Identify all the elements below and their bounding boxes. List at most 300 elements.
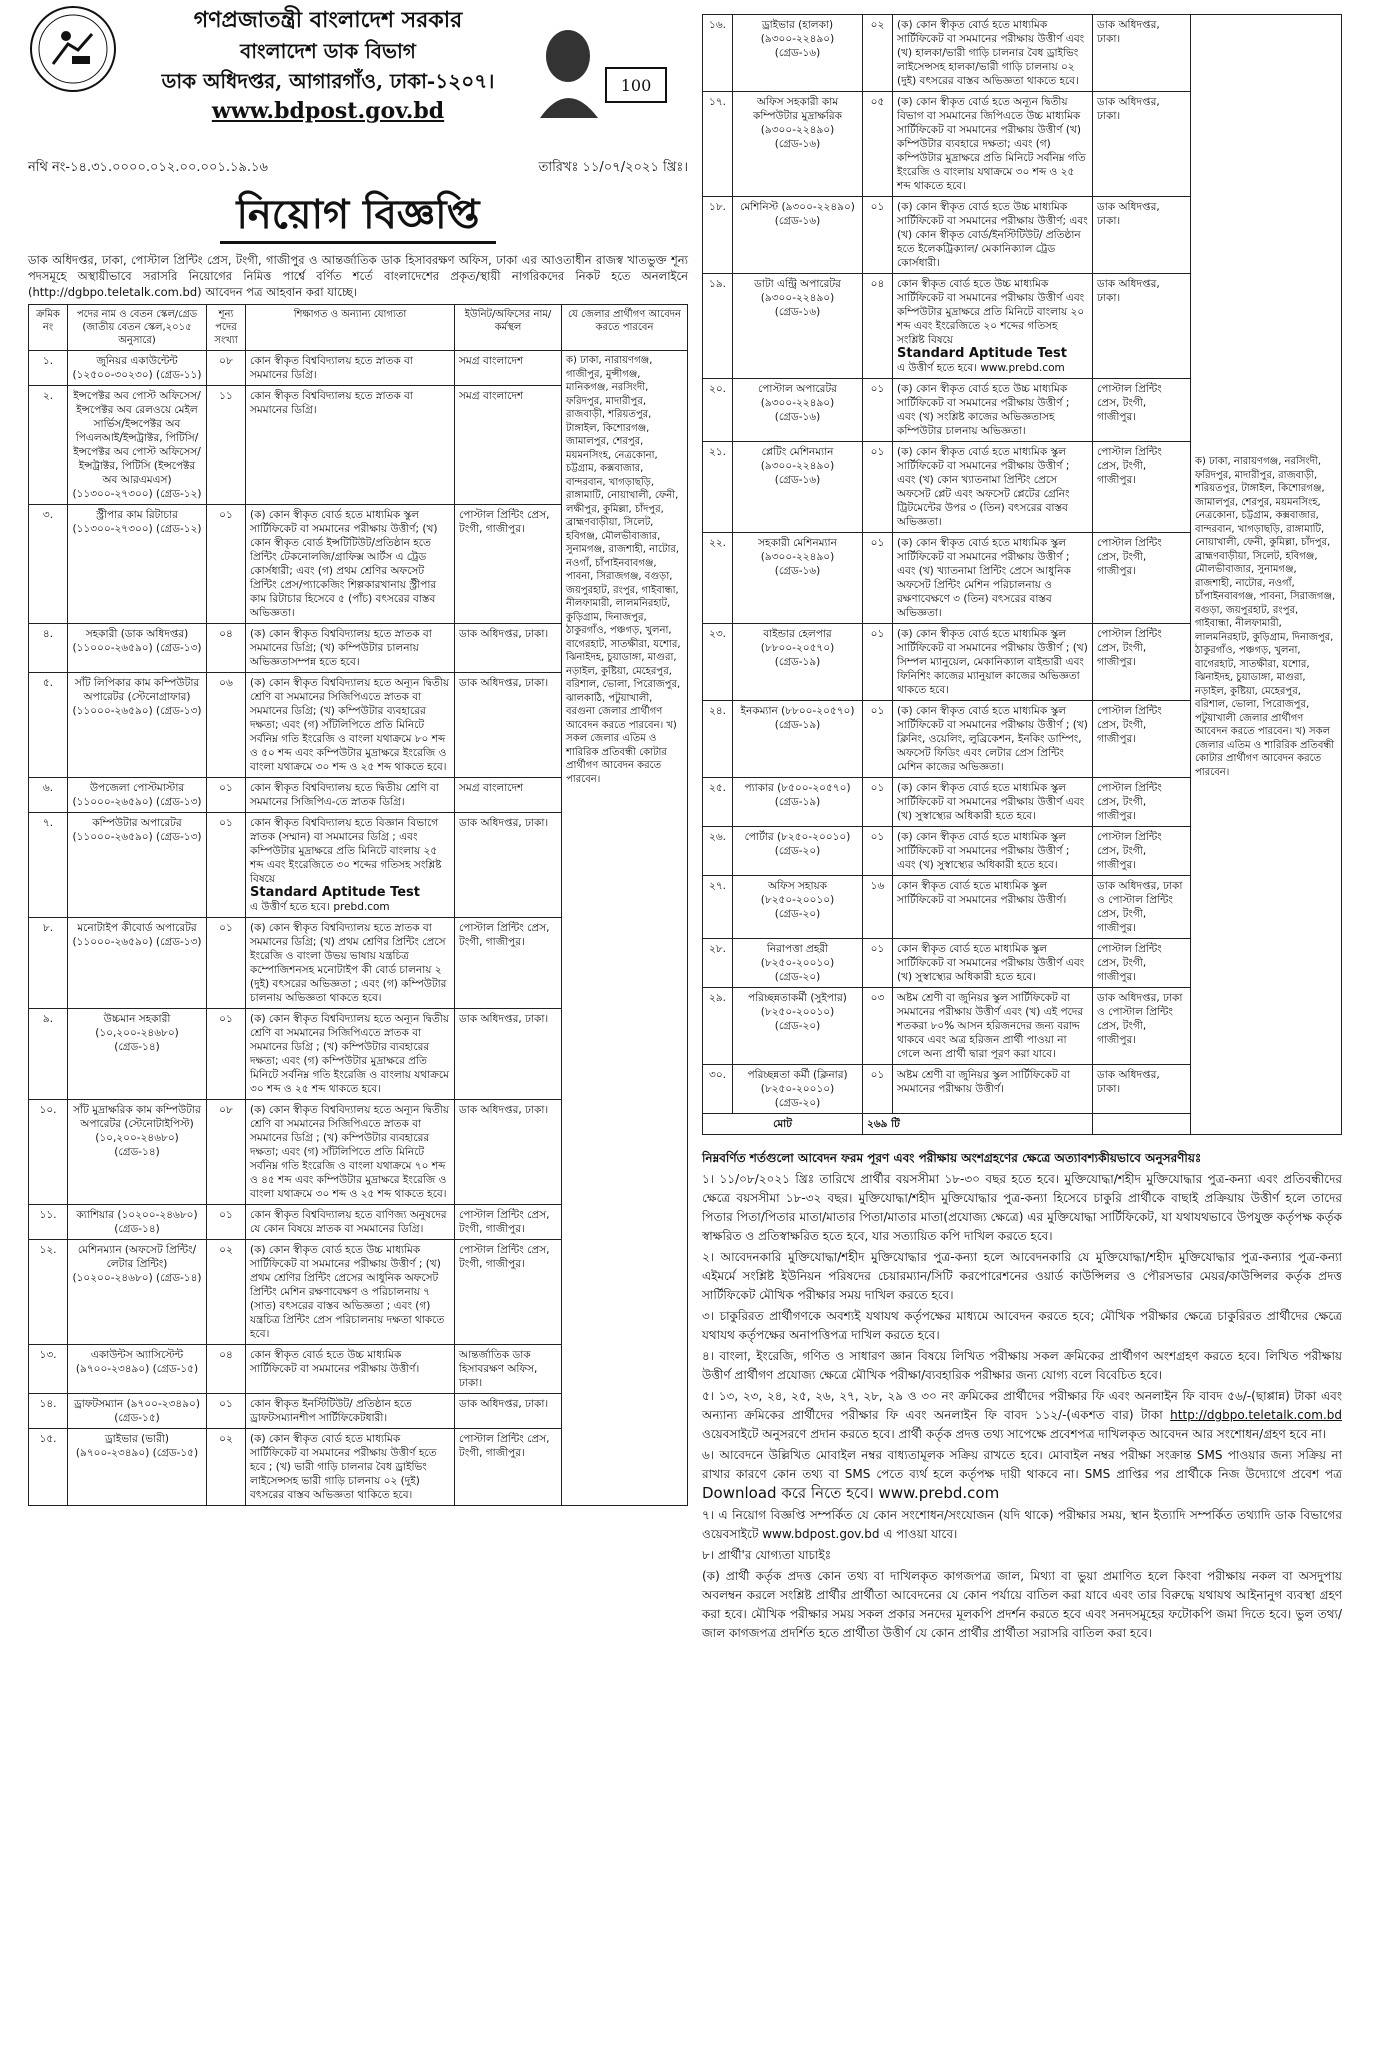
row-qualification bbox=[246, 1394, 455, 1429]
row-qualification bbox=[246, 918, 455, 1009]
row-qualification bbox=[893, 624, 1093, 701]
col-sl: ক্রমিক নং bbox=[29, 305, 68, 351]
row-serial bbox=[703, 15, 733, 92]
row-office bbox=[1093, 533, 1191, 624]
row-office-text: পোস্টাল প্রিন্টিং প্রেস, টংগী, গাজীপুর। bbox=[1097, 705, 1162, 745]
row-post-name-text: সাঁট লিপিকার কাম কম্পিউটার অপারেটর (স্টেনোগ্রাফার) (১১০০০-২৬৫৯০) (গ্রেড-১৩) bbox=[72, 677, 202, 717]
row-office-text: ডাক অধিদপ্তর, ঢাকা। bbox=[459, 817, 549, 829]
row-post-name-text: সহকারী মেশিনম্যান (৯৩০০-২২৪৯০) (গ্রেড-১৬) bbox=[758, 537, 837, 577]
left-column bbox=[28, 0, 688, 1506]
condition-6-text: ৬। আবেদনে উল্লিখিত মোবাইল নম্বর বাধ্যতামূলক সক্রিয় রাখতে হবে। মোবাইল নম্বর পরীক্ষা সংক্রান্ত SMS পাওয়ার জন্য সক্রিয় না রাখার কারণে কোন তথ্য বা SMS পেতে ব্যর্থ হলে কর্তৃপক্ষ দায়ী থাকবে না। SMS প্রাপ্তির পর প্রার্থীকে নিজ উদ্যোগে প্রবেশ পত্র bbox=[702, 1448, 1342, 1481]
table-header-row bbox=[29, 305, 688, 351]
row-post-name bbox=[68, 505, 207, 624]
row-qualification bbox=[246, 1345, 455, 1394]
row-qualification-text: কোন স্বীকৃত বোর্ড হতে উচ্চ মাধ্যমিক সার্টিফিকেট বা সমমানের পরীক্ষায় উত্তীর্ণ এবং কম্পিউটার মুদ্রাক্ষরে প্রতি মিনিটে বাংলায় ২০ শব্দ এবং ইংরেজিতে ২০ শব্দের গতিসহ সংশ্লিষ্ট বিষয়ে bbox=[897, 278, 1085, 346]
row-post-count bbox=[863, 624, 893, 701]
row-post-count-text: ০১ bbox=[870, 831, 885, 843]
row-serial-text: ৯. bbox=[42, 1013, 54, 1025]
row-post-name bbox=[733, 15, 863, 92]
memo-number: নথি নং-১৪.৩১.০০০০.০১২.০০.০০১.১৯.১৬ bbox=[28, 160, 268, 175]
row-post-count-text: ০১ bbox=[219, 1013, 233, 1025]
row-office bbox=[1093, 379, 1191, 442]
row-post-name-text: কম্পিউটার অপারেটর (১১০০০-২৬৫৯০) (গ্রেড-১৩) bbox=[72, 817, 202, 843]
total-value: ২৬৯ টি bbox=[863, 1114, 1093, 1135]
row-post-count-text: ০২ bbox=[870, 19, 885, 31]
row-office bbox=[1093, 92, 1191, 197]
row-serial bbox=[703, 988, 733, 1065]
notice-date: তারিখঃ ১১/০৭/২০২১ খ্রিঃ। bbox=[538, 160, 688, 175]
row-qualification bbox=[246, 505, 455, 624]
condition-2: ২। আবেদনকারি মুক্তিযোদ্ধা/শহীদ মুক্তিযোদ্ধার পুত্র-কন্যা হলে আবেদনকারি যে মুক্তিযোদ্ধা/শহীদ মুক্তিযোদ্ধার পুত্র-কন্যার পুত্র-কন্যা এইমর্মে সংশ্লিষ্ট ইউনিয়ন পরিষদের চেয়ারম্যান/সিটি করপোরেশনের ওয়ার্ড কাউন্সিলর ও পৌরসভার মেয়র/কাউন্সিলর কর্তৃক প্রদত্ত সার্টিফিকেট মৌখিক পরীক্ষার সময় দাখিল করতে হবে। bbox=[702, 1250, 1342, 1302]
row-post-name bbox=[68, 624, 207, 673]
row-post-name-text: ডাটা এন্ট্রি অপারেটর (৯৩০০-২২৪৯০) (গ্রেড-১৬) bbox=[754, 278, 841, 318]
row-post-count-text: ০১ bbox=[870, 383, 885, 395]
row-serial bbox=[29, 351, 68, 386]
row-serial-text: ৭. bbox=[42, 817, 54, 829]
row-serial-text: ১৮. bbox=[709, 201, 726, 213]
row-office-text: পোস্টাল প্রিন্টিং প্রেস, টংগী, গাজীপুর। bbox=[459, 1209, 550, 1235]
row-qualification-text: (ক) কোন স্বীকৃত বিশ্ববিদ্যালয় হতে স্নাতক বা সমমানের ডিগ্রি; (খ) প্রথম শ্রেণির প্রিন্টিং প্রেসে ইংরেজি ও বাংলা উভয় ভাষায় যন্ত্রচিত্র কম্পোজিশনসহ মনোটাইপ কী বোর্ড চালনায় ২ (দুই) বৎসরের অভিজ্ঞতা ; এবং (গ) কম্পিউটার চালনায় অভিজ্ঞতা থাকতে হবে। bbox=[250, 922, 447, 1004]
row-qualification-text: কোন স্বীকৃত বোর্ড হতে উচ্চ মাধ্যমিক সার্টিফিকেট বা সমমানের পরীক্ষায় উত্তীর্ণ। bbox=[250, 1349, 420, 1375]
condition-1: ১। ১১/০৮/২০২১ খ্রিঃ তারিখে প্রার্থীর বয়সসীমা ১৮-৩০ বছর হতে হবে। মুক্তিযোদ্ধা/শহীদ মুক্তিযোদ্ধার পুত্র-কন্যা এবং প্রতিবন্ধীদের ক্ষেত্রে বয়সসীমা ১৮-৩২ বছর। মুক্তিযোদ্ধা/শহীদ মুক্তিযোদ্ধার পুত্র-কন্যা হিসেবে চাকুরি প্রার্থীকে বাছাই প্রক্রিয়ায় উত্তীর্ণ হলে তাদের পিতার পিতা/পিতার মাতা/মাতার পিতা/মাতার মাতা(প্রযোজ্য ক্ষেত্রে) এর মুক্তিযোদ্ধা সার্টিফিকেট, যা যথাযথভাবে উপযুক্ত কর্তৃপক্ষ কর্তৃক স্বাক্ষরিত ও প্রতিস্বাক্ষরিত হতে হবে, যার সত্যায়িত কপি দাখিল করতে হবে। bbox=[702, 1172, 1342, 1243]
row-post-count-text: ০৪ bbox=[219, 1349, 233, 1361]
row-post-count-text: ০৬ bbox=[219, 677, 233, 689]
row-post-name bbox=[733, 988, 863, 1065]
row-post-name bbox=[733, 624, 863, 701]
header bbox=[28, 0, 688, 150]
row-office-text: ডাক অধিদপ্তর, ঢাকা। bbox=[1097, 278, 1160, 304]
row-qualification-text: (ক) কোন স্বীকৃত বোর্ড হতে উচ্চ মাধ্যমিক সার্টিফিকেট বা সমমানের পরীক্ষায় উত্তীর্ণ; এবং (খ) কোন স্বীকৃত বোর্ড/ইনস্টিটিউট/ প্রতিষ্ঠান হতে ইলেকট্রিক্যাল/ মেকানিক্যাল ট্রেড কোর্সধারী। bbox=[897, 201, 1088, 269]
row-post-count bbox=[207, 351, 246, 386]
row-post-name-text: প্যাকার (৮৫০০-২০৫৭০) (গ্রেড-১৯) bbox=[744, 782, 851, 808]
row-post-count bbox=[863, 274, 893, 379]
row-office bbox=[455, 1240, 562, 1345]
condition-5-text: ৫। ১৩, ২৩, ২৪, ২৫, ২৬, ২৭, ২৮, ২৯ ও ৩০ নং ক্রমিকের প্রার্থীদের পরীক্ষার ফি এবং অনলাইন ফি বাবদ ৫৬/-(ছাপ্পান্ন) টাকা এবং অন্যান্য ক্রমিকের প্রার্থীদের পরীক্ষার ফি এবং অনলাইন ফি বাবদ ১১২/-(একশত বার) টাকা bbox=[702, 1389, 1342, 1422]
row-post-name bbox=[68, 351, 207, 386]
address: ডাক অধিদপ্তর, আগারগাঁও, ঢাকা-১২০৭। bbox=[161, 69, 495, 93]
row-serial-text: ১০. bbox=[39, 1104, 57, 1116]
row-office bbox=[455, 1429, 562, 1506]
row-post-name bbox=[68, 386, 207, 505]
row-office-text: ডাক অধিদপ্তর, ঢাকা। bbox=[1097, 1069, 1160, 1095]
application-link[interactable]: http://dgbpo.teletalk.com.bd bbox=[1170, 1408, 1342, 1422]
intro-paragraph: ডাক অধিদপ্তর, ঢাকা, পোস্টাল প্রিন্টিং প্রেস, টংগী, গাজীপুর ও আন্তর্জাতিক ডাক হিসাবরক্ষণ অফিস, ঢাকা এর আওতাধীন রাজস্ব খাতভুক্ত শূন্য পদসমূহে অস্থায়ীভাবে সরাসরি নিয়োগের নিমিত্ত পার্শ্বে বর্ণিত শর্তে বাংলাদেশের প্রকৃত/স্থায়ী নাগরিকদের নিকট হতে অনলাইনে (http://dgbpo.teletalk.com.bd) আবেদন পত্র আহবান করা যাচ্ছে। bbox=[28, 253, 688, 299]
row-post-name-text: অফিস সহকারী কাম কম্পিউটার মুদ্রাক্ষরিক (৯৩০০-২২৪৯০) (গ্রেড-১৬) bbox=[752, 96, 843, 150]
row-qualification bbox=[246, 1240, 455, 1345]
row-office bbox=[455, 1100, 562, 1205]
row-post-name-text: একাউন্টস অ্যাসিস্টেন্ট (৯৭০০-২৩৪৯০) (গ্রেড-১৫) bbox=[75, 1349, 199, 1375]
row-post-name-text: অফিস সহায়ক (৮২৫০-২০০১০) (গ্রেড-২০) bbox=[760, 880, 835, 920]
row-qualification-text: (ক) কোন স্বীকৃত বোর্ড হতে মাধ্যমিক স্কুল সার্টিফিকেট বা সমমানের পরীক্ষায় উত্তীর্ণ ; (খ) সিম্পল ম্যানুয়েল, মেকানিক্যাল বাইন্ডারী এবং ফিনিশিং কাজের ম্যানুয়াল কাজের অভিজ্ঞতা থাকতে হবে। bbox=[897, 628, 1088, 696]
row-qualification-text: অষ্টম শ্রেণী বা জুনিয়র স্কুল সার্টিফিকেট বা সমমানের পরীক্ষায় উত্তীর্ণ। bbox=[897, 1069, 1070, 1095]
row-post-count bbox=[863, 379, 893, 442]
row-qualification-text: (ক) কোন স্বীকৃত বোর্ড হতে মাধ্যমিক সার্টিফিকেট বা সমমানের পরীক্ষায় উত্তীর্ণ এবং (খ) হালকা/ভারী গাড়ি চালনার বৈধ ড্রাইভিং লাইসেন্সসহ হালকা/ভারী গাড়ি চালনায় ০২ (দুই) বৎসরের বাস্তব অভিজ্ঞতা থাকতে হবে। bbox=[897, 19, 1085, 87]
row-post-name-text: সহকারী (ডাক অধিদপ্তর) (১১০০০-২৬৫৯০) (গ্রেড-১৩) bbox=[72, 628, 202, 654]
row-office bbox=[1093, 1065, 1191, 1114]
row-office bbox=[455, 778, 562, 813]
row-office bbox=[455, 1394, 562, 1429]
row-post-count bbox=[207, 1009, 246, 1100]
row-serial bbox=[703, 876, 733, 939]
row-post-name bbox=[68, 1394, 207, 1429]
row-post-name bbox=[68, 1009, 207, 1100]
row-post-name bbox=[68, 673, 207, 778]
row-post-count-text: ০৪ bbox=[219, 628, 233, 640]
row-office bbox=[1093, 701, 1191, 778]
row-qualification-text: (ক) কোন স্বীকৃত বোর্ড হতে মাধ্যমিক স্কুল সার্টিফিকেট বা সমমানের পরীক্ষায় উত্তীর্ণ ; এবং (খ) সুস্বাস্থ্যের অধিকারী হতে হবে। bbox=[897, 831, 1070, 871]
row-serial bbox=[29, 624, 68, 673]
row-post-count bbox=[863, 15, 893, 92]
row-office bbox=[1093, 197, 1191, 274]
row-serial-text: ২৭. bbox=[709, 880, 726, 892]
gov-name: গণপ্রজাতন্ত্রী বাংলাদেশ সরকার bbox=[193, 7, 463, 33]
row-post-count bbox=[207, 624, 246, 673]
row-post-name-text: ড্রাইভার (হালকা) (৯৩০০-২২৪৯০) (গ্রেড-১৬) bbox=[760, 19, 835, 59]
row-serial-text: ১৩. bbox=[39, 1349, 57, 1361]
col-qualification: শিক্ষাগত ও অন্যান্য যোগ্যতা bbox=[246, 305, 455, 351]
row-post-count bbox=[207, 386, 246, 505]
row-post-name-text: ইন্সপেক্টর অব পোস্ট অফিসেস/ইন্সপেক্টর অব রেলওয়ে মেইল সার্ভিস/ইন্সপেক্টর অব পিএলআই/ইন্সট্রাক্টর, পিটিসি/ইন্সপেক্টর অব পোস্ট অফিসেস/ইন্সট্রাক্টর, পিটিসি (ইন্সপেক্টর অব আরএমএস) (১১৩০০-২৭৩০০) (গ্রেড-১২) bbox=[72, 390, 202, 500]
table-row bbox=[29, 351, 688, 386]
row-post-count bbox=[207, 1240, 246, 1345]
condition-6 bbox=[702, 1446, 1342, 1504]
condition-3: ৩। চাকুরিরত প্রার্থীগণকে অবশ্যই যথাযথ কর্তৃপক্ষের মাধ্যমে আবেদন করতে হবে; মৌখিক পরীক্ষার ক্ষেত্রে চাকুরিরত প্রার্থীদের ক্ষেত্রে যথাযথ কর্তৃপক্ষের অনাপত্তিপত্র দাখিল করতে হবে। bbox=[702, 1309, 1342, 1342]
row-post-name-text: প্লেটিং মেশিনম্যান (৯৩০০-২২৪৯০) (গ্রেড-১৬) bbox=[760, 446, 835, 486]
row-post-count-text: ০১ bbox=[219, 1209, 233, 1221]
row-qualification-text: (ক) কোন স্বীকৃত বোর্ড হতে উচ্চ মাধ্যমিক সার্টিফিকেট বা সমমানের পরীক্ষায় উত্তীর্ণ ; (খ) প্রথম শ্রেণির প্রিন্টিং প্রেসের আধুনিক অফসেট প্রিন্টিং মেশিন রক্ষণাবেক্ষণ ও পরিচালনায় ৭ (সাত) বৎসরের বাস্তব অভিজ্ঞতা ; এবং (গ) যন্ত্রচিত্র প্রিন্টিং প্রেস পরিচালনায় দক্ষতা থাকতে হবে। bbox=[250, 1244, 445, 1340]
row-qualification bbox=[893, 778, 1093, 827]
row-serial-text: ২৩. bbox=[709, 628, 726, 640]
condition-6-download: Download করে নিতে হবে। www.prebd.com bbox=[702, 1484, 1000, 1502]
right-column bbox=[702, 0, 1342, 1645]
row-office-text: ডাক অধিদপ্তর, ঢাকা ও পোস্টাল প্রিন্টিং প্রেস, টংগী, গাজীপুর। bbox=[1097, 880, 1183, 934]
row-post-count-text: ০১ bbox=[870, 782, 885, 794]
row-qualification-text: কোন স্বীকৃত বিশ্ববিদ্যালয় হতে বাণিজ্য অনুষদের যে কোন বিষয়ে স্নাতক বা সমমানের ডিগ্রি। bbox=[250, 1209, 447, 1235]
row-office-text: পোস্টাল প্রিন্টিং প্রেস, টংগী, গাজীপুর। bbox=[1097, 628, 1162, 668]
row-post-name-text: সাঁট মুদ্রাক্ষরিক কাম কম্পিউটার অপারেটর (স্টেনোটাইপিস্ট) (১০,২০০-২৪৬৮০) (গ্রেড-১৪) bbox=[73, 1104, 201, 1158]
row-serial-text: ১৬. bbox=[709, 19, 726, 31]
row-post-name-text: বাইন্ডার হেলপার (৮৮০০-২০৫৭০) (গ্রেড-১৯) bbox=[760, 628, 835, 668]
row-qualification bbox=[246, 1100, 455, 1205]
row-post-name-text: পরিচ্ছন্নতাকর্মী (সুইপার) (৮২৫০-২০০১০) (গ্রেড-২০) bbox=[748, 992, 847, 1032]
row-serial bbox=[703, 701, 733, 778]
website-link[interactable]: www.bdpost.gov.bd bbox=[211, 98, 445, 124]
row-serial bbox=[29, 918, 68, 1009]
row-serial bbox=[29, 1429, 68, 1506]
row-post-name bbox=[68, 1205, 207, 1240]
row-qualification bbox=[893, 197, 1093, 274]
row-post-name bbox=[733, 876, 863, 939]
row-post-name bbox=[733, 92, 863, 197]
row-qualification-text: (ক) কোন স্বীকৃত বোর্ড হতে অন্যূন দ্বিতীয় বিভাগ বা সমমানের জিপিএতে উচ্চ মাধ্যমিক সার্টিফিকেট বা সমমানের পরীক্ষায় উত্তীর্ণ (খ) কম্পিউটার ব্যবহারে দক্ষতা; এবং (গ) কম্পিউটার মুদ্রাক্ষরে প্রতি মিনিটে সর্বনিম্ন গতি ইংরেজি ও বাংলায় যথাক্রমে ৩০ শব্দ ও ২৫ শব্দ থাকতে হবে। bbox=[897, 96, 1086, 192]
notice-title: নিয়োগ বিজ্ঞপ্তি bbox=[220, 189, 495, 244]
row-office-text: ডাক অধিদপ্তর, ঢাকা। bbox=[1097, 19, 1160, 45]
row-office-text: ডাক অধিদপ্তর, ঢাকা। bbox=[459, 1104, 549, 1116]
row-qualification-text: কোন স্বীকৃত ইনস্টিটিউট/ প্রতিষ্ঠান হতে ড্রাফটসম্যানশীপ সার্টিফিকেটধারী। bbox=[250, 1398, 412, 1424]
row-serial bbox=[29, 813, 68, 918]
condition-4: ৪। বাংলা, ইংরেজি, গণিত ও সাধারণ জ্ঞান বিষয়ে লিখিত পরীক্ষায় সকল ক্রমিকের প্রার্থীগণ অংশগ্রহণ করতে হবে। লিখিত পরীক্ষায় উত্তীর্ণ প্রার্থীগণ প্রযোজ্য ক্ষেত্রে মৌখিক পরীক্ষা/ব্যবহারিক পরীক্ষার জন্য যোগ্য বলে বিবেচিত হবে। bbox=[702, 1349, 1342, 1382]
qualification-tail: এ উত্তীর্ণ হতে হবে। prebd.com bbox=[250, 901, 390, 913]
row-post-count bbox=[863, 92, 893, 197]
row-post-count bbox=[863, 701, 893, 778]
row-office bbox=[1093, 778, 1191, 827]
row-post-count-text: ০১ bbox=[870, 1069, 885, 1081]
row-office-text: ডাক অধিদপ্তর, ঢাকা। bbox=[459, 628, 549, 640]
row-office bbox=[455, 1009, 562, 1100]
row-office bbox=[1093, 15, 1191, 92]
row-post-count bbox=[863, 1065, 893, 1114]
row-post-count bbox=[863, 939, 893, 988]
row-qualification-text: কোন স্বীকৃত বোর্ড হতে মাধ্যমিক স্কুল সার্টিফিকেট বা সমমানের পরীক্ষায় উত্তীর্ণ। bbox=[897, 880, 1067, 906]
row-serial-text: ২১. bbox=[709, 446, 726, 458]
row-serial-text: ২৬. bbox=[709, 831, 726, 843]
row-post-count bbox=[863, 876, 893, 939]
row-office-text: সমগ্র বাংলাদেশ bbox=[459, 390, 524, 402]
row-serial-text: ৮. bbox=[42, 922, 54, 934]
row-office bbox=[455, 1205, 562, 1240]
row-serial bbox=[29, 505, 68, 624]
row-post-count bbox=[863, 778, 893, 827]
row-post-count bbox=[207, 1100, 246, 1205]
row-office-text: পোস্টাল প্রিন্টিং প্রেস, টংগী, গাজীপুর। bbox=[1097, 943, 1162, 983]
row-serial bbox=[703, 1065, 733, 1114]
condition-5-tail: ওয়েবসাইটে অনুসরণে প্রদান করতে হবে। প্রার্থী কর্তৃক প্রদত্ত তথ্য সাপেক্ষে প্রবেশপত্র দাখিলকৃত আবেদন আর সংশোধন/গ্রহণ হবে না। bbox=[702, 1427, 1327, 1441]
row-office-text: ডাক অধিদপ্তর, ঢাকা। bbox=[459, 677, 549, 689]
row-qualification-text: (ক) কোন স্বীকৃত বোর্ড হতে মাধ্যমিক স্কুল সার্টিফিকেট বা সমমানের পরীক্ষায় উত্তীর্ণ ; (খ) ক্লিনিং, ওয়েলিং, লুব্রিকেশন, ইনকিং ডাম্পিং, অফসেট ফিডিং এবং লেটার প্রেস প্রিন্টিং মেশিন কাজের অভিজ্ঞতা। bbox=[897, 705, 1088, 773]
row-office-text: ডাক অধিদপ্তর, ঢাকা। bbox=[1097, 96, 1160, 122]
row-post-count-text: ০২ bbox=[219, 1244, 233, 1256]
row-office-text: পোস্টাল প্রিন্টিং প্রেস, টংগী, গাজীপুর। bbox=[459, 509, 550, 535]
row-office-text: পোস্টাল প্রিন্টিং প্রেস, টংগী, গাজীপুর। bbox=[459, 922, 550, 948]
row-serial-text: ১৭. bbox=[709, 96, 726, 108]
row-qualification-text: (ক) কোন স্বীকৃত বোর্ড হতে উচ্চ মাধ্যমিক সার্টিফিকেট বা সমমানের পরীক্ষায় উত্তীর্ণ ; এবং (খ) সংশ্লিষ্ট কাজের অভিজ্ঞতাসহ কম্পিউটার চালনায় অভিজ্ঞতা। bbox=[897, 383, 1070, 437]
row-post-count bbox=[863, 827, 893, 876]
row-serial-text: ১৫. bbox=[39, 1433, 57, 1445]
row-serial-text: ১১. bbox=[39, 1209, 57, 1221]
row-office-text: ডাক অধিদপ্তর, ঢাকা। bbox=[1097, 201, 1160, 227]
reference-line bbox=[28, 158, 688, 179]
row-post-count-text: ০৫ bbox=[870, 96, 885, 108]
row-qualification bbox=[893, 533, 1093, 624]
row-office bbox=[455, 1345, 562, 1394]
row-serial-text: ১৪. bbox=[39, 1398, 57, 1410]
row-qualification bbox=[246, 673, 455, 778]
row-post-name bbox=[733, 379, 863, 442]
row-qualification-text: (ক) কোন স্বীকৃত বিশ্ববিদ্যালয় হতে অন্যূন দ্বিতীয় শ্রেণি বা সমমানের সিজিপিএতে স্নাতক বা সমমানের ডিগ্রি ; (খ) কম্পিউটার ব্যবহারের দক্ষতা; এবং (গ) সাঁটলিপিতে প্রতি মিনিটে সর্বনিম্ন গতি ইংরেজি ও বাংলা যথাক্রমে ৭০ শব্দ ও ৪৫ শব্দ এবং কম্পিউটার মুদ্রাক্ষরে ইংরেজি ও বাংলা যথাক্রমে ৩০ শব্দ ও ২৫ শব্দ থাকতে হবে। bbox=[250, 1104, 450, 1200]
row-serial bbox=[29, 386, 68, 505]
row-office bbox=[1093, 939, 1191, 988]
row-serial bbox=[29, 778, 68, 813]
row-post-count-text: ০১ bbox=[219, 509, 233, 521]
row-serial bbox=[29, 673, 68, 778]
row-post-count bbox=[207, 673, 246, 778]
row-serial bbox=[703, 442, 733, 533]
row-qualification-text: (ক) কোন স্বীকৃত বোর্ড হতে মাধ্যমিক স্কুল সার্টিফিকেট বা সমমানের পরীক্ষায় উত্তীর্ণ এবং (খ) সুস্বাস্থ্যের অধিকারী হতে হবে। bbox=[897, 782, 1085, 822]
row-qualification bbox=[246, 1429, 455, 1506]
row-qualification-text: অষ্টম শ্রেণী বা জুনিয়র স্কুল সার্টিফিকেট বা সমমানের পরীক্ষায় উত্তীর্ণ এবং (খ) এই পদের শতকরা ৮০% আসন হরিজনদের জন্য বরাদ্দ থাকবে এবং অত্র হরিজন প্রার্থী পাওয়া না গেলে অন্য প্রার্থী দ্বারা পূরণ করা যাবে। bbox=[897, 992, 1084, 1060]
row-post-count bbox=[207, 778, 246, 813]
row-office bbox=[455, 505, 562, 624]
row-qualification bbox=[246, 1205, 455, 1240]
row-qualification-text: কোন স্বীকৃত বিশ্ববিদ্যালয় হতে দ্বিতীয় শ্রেণি বা সমমানের সিজিপিএ-তে স্নাতক ডিগ্রি। bbox=[250, 782, 439, 808]
row-post-name bbox=[68, 813, 207, 918]
col-districts: যে জেলার প্রার্থীগণ আবেদন করতে পারবেন bbox=[562, 305, 688, 351]
row-post-count-text: ০১ bbox=[870, 201, 885, 213]
row-serial-text: ৫. bbox=[42, 677, 54, 689]
row-post-name-text: জুনিয়র একাউন্টেন্ট (১২৫০০-৩০২৩০) (গ্রেড-১১) bbox=[72, 355, 202, 381]
col-post-name: পদের নাম ও বেতন স্কেল/গ্রেড (জাতীয় বেতন স্কেল,২০১৫ অনুসারে) bbox=[68, 305, 207, 351]
posts-table-left bbox=[28, 304, 688, 1506]
row-serial-text: ২. bbox=[42, 390, 54, 402]
row-post-name-text: ড্রাফটসম্যান (৯৭০০-২৩৪৯০) (গ্রেড-১৫) bbox=[74, 1398, 200, 1424]
row-serial bbox=[29, 1205, 68, 1240]
row-office-text: পোস্টাল প্রিন্টিং প্রেস, টংগী, গাজীপুর। bbox=[1097, 383, 1162, 423]
row-post-name bbox=[68, 918, 207, 1009]
row-post-count bbox=[207, 505, 246, 624]
posts-table-right bbox=[702, 14, 1342, 1135]
row-serial-text: ৪. bbox=[42, 628, 54, 640]
row-serial-text: ৬. bbox=[42, 782, 54, 794]
row-serial-text: ১২. bbox=[39, 1244, 57, 1256]
row-qualification bbox=[893, 442, 1093, 533]
row-serial-text: ২৫. bbox=[709, 782, 726, 794]
row-serial bbox=[29, 1394, 68, 1429]
row-qualification bbox=[893, 1065, 1093, 1114]
row-post-count bbox=[863, 442, 893, 533]
row-serial-text: ২৮. bbox=[709, 943, 726, 955]
row-office bbox=[1093, 876, 1191, 939]
condition-7: ৭। এ নিয়োগ বিজ্ঞপ্তি সম্পর্কিত যে কোন সংশোধন/সংযোজন (যদি থাকে) পরীক্ষার সময়, স্থান ইত্যাদি সম্পর্কিত তথ্যাদি ডাক বিভাগের ওয়েবসাইটে www.bdpost.gov.bd এ পাওয়া যাবে। bbox=[702, 1508, 1342, 1541]
row-office bbox=[455, 673, 562, 778]
row-office bbox=[455, 813, 562, 918]
row-post-count-text: ০১ bbox=[870, 705, 885, 717]
row-office bbox=[455, 386, 562, 505]
row-post-count-text: ০১ bbox=[219, 782, 233, 794]
table-row bbox=[703, 15, 1342, 92]
row-qualification-text: (ক) কোন স্বীকৃত বোর্ড হতে মাধ্যমিক স্কুল সার্টিফিকেট বা সমমানের পরীক্ষায় উত্তীর্ণ; (খ) কোন স্বীকৃত বোর্ড ইন্সটিটিউট/প্রতিষ্ঠান হতে প্রিন্টিং টেকনোলজি/গ্রাফিক্স আর্টস এ ট্রেড কোর্সধারী; এবং (গ) প্রথম শ্রেণির অফসেট প্রিন্টিং প্রেস/প্যাকেজিং শিল্পকারখানায় স্ট্রীপার কাম রিটাচার হিসেবে ৫ (পাঁচ) বৎসরের বাস্তব অভিজ্ঞতা। bbox=[250, 509, 438, 619]
row-serial-text: ২৪. bbox=[709, 705, 726, 717]
row-qualification-text: কোন স্বীকৃত বিশ্ববিদ্যালয় হতে বিজ্ঞান বিভাগে স্নাতক (সম্মান) বা সমমানের ডিগ্রি ; এবং কম্পিউটার মুদ্রাক্ষরে প্রতি মিনিটে বাংলায় ২৫ শব্দ এবং ইংরেজিতে ৩০ শব্দের গতিসহ সংশ্লিষ্ট বিষয়ে bbox=[250, 817, 442, 885]
row-qualification bbox=[893, 939, 1093, 988]
row-post-count bbox=[207, 1429, 246, 1506]
row-office bbox=[1093, 827, 1191, 876]
row-serial-text: ১. bbox=[42, 355, 54, 367]
condition-8: (ক) প্রার্থী কর্তৃক প্রদত্ত কোন তথ্য বা দাখিলকৃত কাগজপত্র জাল, মিথ্যা বা ভুয়া প্রমাণিত হলে কিংবা পরীক্ষায় নকল বা অসদুপায় অবলম্বন করলে সংশ্লিষ্ট প্রার্থীর প্রার্থীতা আবেদনের যে কোন পর্যায়ে বাতিল করা যাবে এবং তার বিরুদ্ধে যথাযথ আইনানুগ ব্যবস্থা গ্রহণ করা হবে। মৌখিক পরীক্ষার সময় সকল প্রকার সনদের মূলকপি প্রদর্শন করতে হবে এবং সনদসমূহের ফটোকপি জমা দিতে হবে। ভুল তথ্য/জাল কাগজপত্র প্রদর্শিত হতে প্রার্থীতা উত্তীর্ণ যে কোন প্রার্থীর প্রার্থীতা সরাসরি বাতিল করা হবে। bbox=[702, 1569, 1343, 1640]
row-post-name bbox=[733, 1065, 863, 1114]
row-office-text: পোস্টাল প্রিন্টিং প্রেস, টংগী, গাজীপুর। bbox=[1097, 446, 1162, 486]
row-serial bbox=[703, 92, 733, 197]
row-serial-text: ২২. bbox=[709, 537, 726, 549]
row-qualification-text: (ক) কোন স্বীকৃত বিশ্ববিদ্যালয় হতে অন্যূন দ্বিতীয় শ্রেণি বা সমমানের সিজিপিএতে স্নাতক বা সমমানের ডিগ্রি ; (খ) কম্পিউটার ব্যবহারের দক্ষতা; এবং (গ) কম্পিউটার মুদ্রাক্ষরে প্রতি মিনিটে সর্বনিম্ন গতি ইংরেজি ও বাংলায় যথাক্রমে ৩০ শব্দ ও ২৫ শব্দ থাকতে হবে। bbox=[250, 1013, 450, 1095]
row-qualification bbox=[893, 827, 1093, 876]
row-post-name bbox=[68, 1429, 207, 1506]
row-qualification bbox=[893, 15, 1093, 92]
row-post-count-text: ০১ bbox=[219, 817, 233, 829]
row-qualification bbox=[246, 813, 455, 918]
row-post-name-text: পরিচ্ছন্নতা কর্মী (ক্লিনার) (৮২৫০-২০০১০) (গ্রেড-২০) bbox=[747, 1069, 848, 1109]
row-post-name-text: নিরাপত্তা প্রহরী (৮২৫০-২০০১০) (গ্রেড-২০) bbox=[760, 943, 835, 983]
row-office-text: পোস্টাল প্রিন্টিং প্রেস, টংগী, গাজীপুর। bbox=[1097, 831, 1162, 871]
row-post-count bbox=[207, 1394, 246, 1429]
col-count: শূন্য পদের সংখ্যা bbox=[207, 305, 246, 351]
row-post-name bbox=[68, 1100, 207, 1205]
qualification-tail: এ উত্তীর্ণ হতে হবে। www.prebd.com bbox=[897, 362, 1065, 374]
eligible-districts: ক) ঢাকা, নারায়ণগঞ্জ, গাজীপুর, মুন্সীগঞ্জ, মানিকগঞ্জ, নরসিংদী, ফরিদপুর, মাদারীপুর, রাজবাড়ী, শরিয়তপুর, টাঙ্গাইল, কিশোরগঞ্জ, জামালপুর, শেরপুর, ময়মনসিংহ, নেত্রকোনা, চট্টগ্রাম, কক্সবাজার, বান্দরবান, খাগড়াছড়ি, রাঙ্গামাটি, নোয়াখালী, ফেনী, লক্ষীপুর, কুমিল্লা, চাঁদপুর, ব্রাহ্মণবাড়ীয়া, সিলেট, হবিগঞ্জ, মৌলভীবাজার, সুনামগঞ্জ, রাজশাহী, নাটোর, নওগাঁ, চাঁপাইনবাবগঞ্জ, পাবনা, সিরাজগঞ্জ, বগুড়া, জয়পুরহাট, রংপুর, গাইবান্ধা, নীলফামারী, লালমনিরহাট, কুড়িগ্রাম, দিনাজপুর, ঠাকুরগাঁও, পঞ্চগড়, খুলনা, বাগেরহাট, সাতক্ষীরা, যশোর, ঝিনাইদহ, চুয়াডাঙ্গা, মাগুরা, নড়াইল, কুষ্টিয়া, মেহেরপুর, বরিশাল, ভোলা, পিরোজপুর, ঝালকাঠি, পটুয়াখালী, বরগুনা জেলার প্রার্থীগণ আবেদন করতে পারবেন। খ) সকল জেলার এতিম ও শারিরিক প্রতিবন্ধী কোটার প্রার্থীগণ আবেদন করতে পারবেন। bbox=[562, 351, 688, 1506]
row-office-text: পোস্টাল প্রিন্টিং প্রেস, টংগী, গাজীপুর। bbox=[459, 1244, 550, 1270]
row-qualification-text: (ক) কোন স্বীকৃত বিশ্ববিদ্যালয় হতে অন্যূন দ্বিতীয় শ্রেণি বা সমমানের সিজিপিএতে স্নাতক বা সমমানের ডিগ্রি; (খ) কম্পিউটার ব্যবহারের দক্ষতা; এবং (গ) সাঁটলিপিতে প্রতি মিনিটে সর্বনিম্ন গতি ইংরেজি ও বাংলা যথাক্রমে ৮০ শব্দ ও ৫০ শব্দ এবং কম্পিউটার মুদ্রাক্ষরে ইংরেজি ও বাংলা যথাক্রমে ৩০ শব্দ ও ২৫ শব্দ থাকতে হবে। bbox=[250, 677, 450, 773]
bangladesh-post-seal-icon bbox=[28, 4, 118, 94]
total-empty bbox=[1093, 1114, 1191, 1135]
row-post-count bbox=[207, 918, 246, 1009]
row-serial bbox=[29, 1100, 68, 1205]
row-post-count bbox=[863, 197, 893, 274]
col-office: ইউনিট/অফিসের নাম/ কর্মস্থল bbox=[455, 305, 562, 351]
row-post-name bbox=[68, 1240, 207, 1345]
row-serial-text: ৩. bbox=[42, 509, 54, 521]
row-qualification-text: কোন স্বীকৃত বিশ্ববিদ্যালয় হতে স্নাতক বা সমমানের ডিগ্রি। bbox=[250, 390, 413, 416]
row-qualification bbox=[893, 274, 1093, 379]
row-post-count-text: ১৬ bbox=[870, 880, 885, 892]
row-office-text: পোস্টাল প্রিন্টিং প্রেস, টংগী, গাজীপুর। bbox=[1097, 782, 1162, 822]
row-serial bbox=[29, 1240, 68, 1345]
aptitude-test-label: Standard Aptitude Test bbox=[897, 346, 1067, 361]
eligible-districts: ক) ঢাকা, নারায়ণগঞ্জ, নরসিংদী, ফরিদপুর, মাদারীপুর, রাজবাড়ী, শরিয়তপুর, টাঙ্গাইল, কিশোরগঞ্জ, জামালপুর, শেরপুর, ময়মনসিংহ, নেত্রকোনা, চট্টগ্রাম, কক্সবাজার, বান্দরবান, খাগড়াছড়ি, রাঙ্গামাটি, নোয়াখালী, ফেনী, কুমিল্লা, চাঁদপুর, ব্রাহ্মণবাড়ীয়া, সিলেট, হবিগঞ্জ, মৌলভীবাজার, সুনামগঞ্জ, রাজশাহী, নাটোর, নওগাঁ, চাঁপাইনবাবগঞ্জ, পাবনা, সিরাজগঞ্জ, বগুড়া, জয়পুরহাট, রংপুর, গাইবান্ধা, নীলফামারী, লালমনিরহাট, কুড়িগ্রাম, দিনাজপুর, ঠাকুরগাঁও, পঞ্চগড়, খুলনা, বাগেরহাট, সাতক্ষীরা, যশোর, ঝিনাইদহ, চুয়াডাঙ্গা, মাগুরা, নড়াইল, কুষ্টিয়া, মেহেরপুর, বরিশাল, ভোলা, পিরোজপুর, পটুয়াখালী জেলার প্রার্থীগণ আবেদন করতে পারবেন। খ) সকল জেলার এতিম ও শারিরিক প্রতিবন্ধী কোটার প্রার্থীগণ আবেদন করতে পারবেন। bbox=[1191, 15, 1342, 1135]
conditions-section bbox=[702, 1149, 1342, 1643]
row-office-text: সমগ্র বাংলাদেশ bbox=[459, 782, 524, 794]
row-post-name-text: পোর্টার (৮২৫০-২০০১০) (গ্রেড-২০) bbox=[744, 831, 851, 857]
row-post-count bbox=[207, 1345, 246, 1394]
row-qualification bbox=[893, 92, 1093, 197]
row-office-text: ডাক অধিদপ্তর, ঢাকা। bbox=[459, 1013, 549, 1025]
row-qualification-text: (ক) কোন স্বীকৃত বোর্ড হতে মাধ্যমিক সার্টিফিকেট বা সমমানের পরীক্ষায় উত্তীর্ণ হতে হবে ; (খ) ভারী গাড়ি চালনার বৈধ ড্রাইভিং লাইসেন্সসহ ভারী গাড়ি চালনায় ০২ (দুই) বৎসরের বাস্তব অভিজ্ঞতা থাকিতে হবে। bbox=[250, 1433, 437, 1501]
row-post-name bbox=[733, 701, 863, 778]
notice-title-wrap bbox=[28, 189, 688, 244]
row-office-text: আন্তর্জাতিক ডাক হিসাবরক্ষণ অফিস, ঢাকা। bbox=[459, 1349, 538, 1389]
row-post-count-text: ০১ bbox=[219, 922, 233, 934]
row-serial-text: ৩০. bbox=[709, 1069, 726, 1081]
row-post-name-text: মেশিনম্যান (অফসেট প্রিন্টিং/লেটার প্রিন্টিং) (১০২০০-২৪৬৮০) (গ্রেড-১৪) bbox=[72, 1244, 202, 1284]
row-office bbox=[1093, 442, 1191, 533]
row-post-name bbox=[733, 533, 863, 624]
row-post-count-text: ০৮ bbox=[219, 1104, 233, 1116]
row-serial bbox=[703, 533, 733, 624]
row-post-name-text: ক্যাশিয়ার (১০২০০-২৪৬৮০) (গ্রেড-১৪) bbox=[76, 1209, 198, 1235]
row-post-count-text: ০১ bbox=[870, 446, 885, 458]
row-qualification bbox=[246, 1009, 455, 1100]
condition-5 bbox=[702, 1387, 1342, 1444]
row-office bbox=[1093, 988, 1191, 1065]
row-post-name bbox=[733, 778, 863, 827]
row-office bbox=[455, 624, 562, 673]
row-post-name bbox=[68, 1345, 207, 1394]
row-serial bbox=[703, 778, 733, 827]
row-office-text: ডাক অধিদপ্তর, ঢাকা। bbox=[459, 1398, 549, 1410]
row-serial-text: ১৯. bbox=[709, 278, 726, 290]
total-label: মোট bbox=[703, 1114, 863, 1135]
row-post-count bbox=[863, 533, 893, 624]
row-post-name bbox=[733, 827, 863, 876]
row-serial bbox=[703, 827, 733, 876]
row-post-count-text: ০১ bbox=[870, 628, 885, 640]
row-qualification-text: কোন স্বীকৃত বোর্ড হতে মাধ্যমিক স্কুল সার্টিফিকেট বা সমমানের পরীক্ষায় উত্তীর্ণ এবং (খ) সুস্বাস্থ্যের অধিকারী হতে হবে। bbox=[897, 943, 1085, 983]
conditions-heading: নিম্নবর্ণিত শর্তগুলো আবেদন ফরম পূরণ এবং পরীক্ষায় অংশগ্রহণের ক্ষেত্রে অত্যাবশ্যকীয়ভাবে অনুসরণীয়ঃ bbox=[702, 1151, 1202, 1165]
row-qualification bbox=[246, 624, 455, 673]
row-post-name-text: মেশিনিস্ট (৯৩০০-২২৪৯০) (গ্রেড-১৬) bbox=[740, 201, 855, 227]
row-qualification-text: (ক) কোন স্বীকৃত বোর্ড হতে মাধ্যমিক স্কুল সার্টিফিকেট বা সমমানের পরীক্ষায় উত্তীর্ণ ; এবং (খ) খ্যাতনামা প্রিন্টিং প্রেসে আধুনিক অফসেট প্রিন্টিং মেশিন পরিচালনায় ও রক্ষণাবেক্ষণে ৩ (তিন) বৎসরের বাস্তব অভিজ্ঞতা। bbox=[897, 537, 1071, 619]
row-post-count-text: ১১ bbox=[219, 390, 233, 402]
row-qualification bbox=[893, 876, 1093, 939]
row-post-name bbox=[733, 442, 863, 533]
